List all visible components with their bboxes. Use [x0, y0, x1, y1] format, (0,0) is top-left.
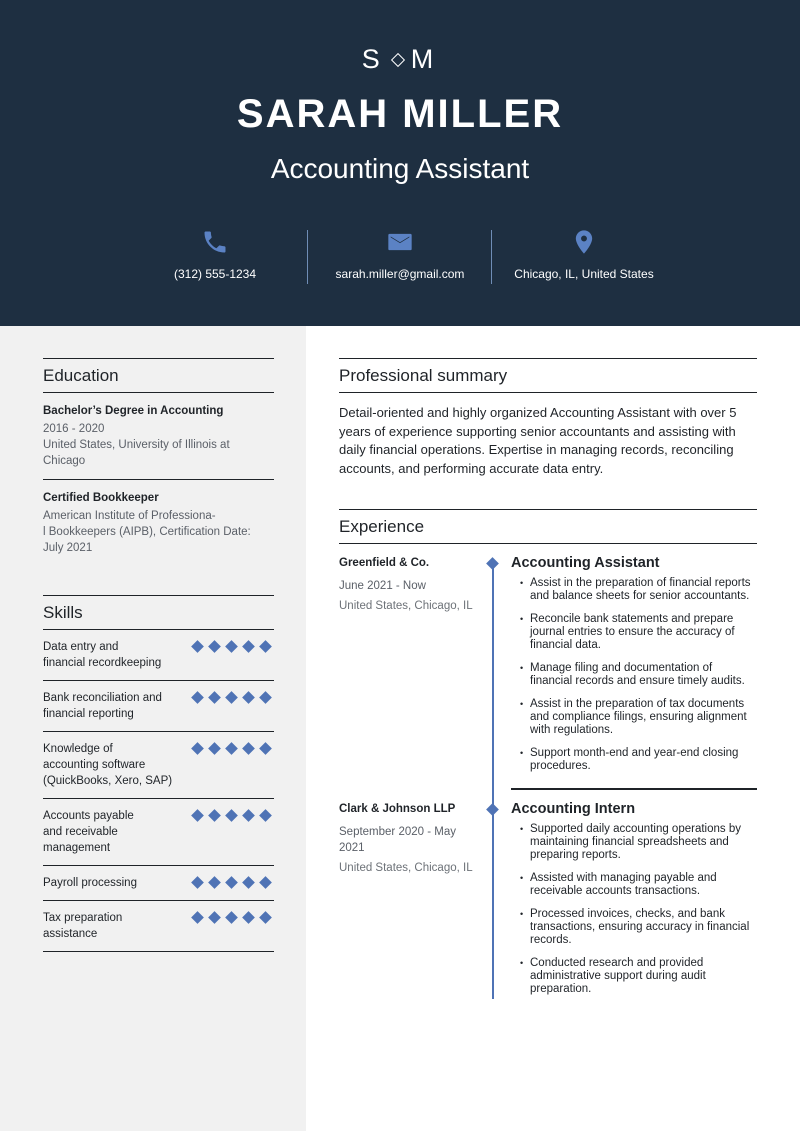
skills-list: [43, 630, 274, 952]
rating-diamond-icon: [191, 640, 204, 653]
summary-line: daily financial operations. Expertise in managing records, reconciling: [339, 442, 734, 457]
job-location: United States, Chicago, IL: [339, 600, 473, 612]
location-text: Chicago, IL, United States: [514, 267, 654, 281]
skill-name-line: assistance: [43, 928, 98, 940]
skill-rating: [193, 808, 274, 820]
skill-rating: [193, 639, 274, 651]
education-detail: Chicago: [43, 455, 86, 467]
rating-diamond-icon: [191, 911, 204, 924]
skill-name-line: and receivable: [43, 826, 118, 838]
job-bullet-line: maintaining financial spreadsheets and: [530, 836, 729, 848]
skill-name: [43, 690, 173, 722]
rating-diamond-icon: [208, 876, 221, 889]
skill-row: [43, 681, 274, 732]
job-bullet-line: and compliance filings, ensuring alignment: [530, 711, 747, 723]
education-degree: Bachelor’s Degree in Accounting: [43, 405, 224, 417]
job-dates: June 2021 - Now: [339, 580, 426, 592]
contact-location: [500, 228, 668, 286]
job-bullet-line: records.: [530, 934, 572, 946]
location-pin-icon: [570, 228, 598, 256]
job-location: United States, Chicago, IL: [339, 862, 473, 874]
rating-diamond-icon: [259, 691, 272, 704]
education-item: [43, 479, 274, 566]
job-role: Accounting Intern: [511, 801, 636, 817]
rating-diamond-icon: [259, 742, 272, 755]
education-heading: Education: [43, 358, 274, 393]
skill-row: [43, 630, 274, 681]
job-bullet-line: • Processed invoices, checks, and bank: [530, 908, 725, 920]
skill-name: [43, 910, 173, 942]
education-detail: July 2021: [43, 542, 93, 554]
rating-diamond-icon: [242, 911, 255, 924]
education-degree: Certified Bookkeeper: [43, 492, 159, 504]
rating-diamond-icon: [225, 911, 238, 924]
experience-heading: Experience: [339, 509, 757, 544]
phone-text: (312) 555-1234: [173, 267, 257, 281]
skill-name-line: Accounts payable: [43, 810, 134, 822]
job-bullet-line: • Supported daily accounting operations by: [530, 823, 741, 835]
rating-diamond-icon: [208, 691, 221, 704]
job-bullet-line: • Assist in the preparation of financial reports: [530, 577, 751, 589]
summary-line: Detail-oriented and highly organized Accounting Assistant with over 5: [339, 405, 737, 420]
job-bullet-line: • Assisted with managing payable and: [530, 872, 717, 884]
skill-rating: [193, 741, 274, 753]
skill-name-line: Knowledge of: [43, 743, 113, 755]
skill-name-line: Data entry and: [43, 641, 119, 653]
monogram-initial-right: M: [410, 44, 439, 74]
skill-name: [43, 875, 173, 891]
job-bullet-line: • Support month-end and year-end closing: [530, 747, 739, 759]
rating-diamond-icon: [225, 742, 238, 755]
job-bullet: [530, 577, 766, 603]
monogram: [0, 44, 800, 75]
rating-diamond-icon: [259, 640, 272, 653]
job-bullet-line: preparation.: [530, 983, 592, 995]
contact-divider: [491, 230, 492, 284]
job-bullet: [530, 823, 766, 862]
rating-diamond-icon: [191, 876, 204, 889]
skill-rating: [193, 875, 274, 887]
job-bullets: [530, 577, 766, 783]
skill-name: [43, 741, 173, 789]
experience-section: [339, 509, 757, 544]
job-bullet-line: • Conducted research and provided: [530, 957, 704, 969]
skill-name-line: Tax preparation: [43, 912, 123, 924]
candidate-name: SARAH MILLER: [236, 92, 564, 136]
job-bullet-line: • Assist in the preparation of tax documents: [530, 698, 745, 710]
skills-section: [43, 595, 274, 952]
job-bullet: [530, 613, 766, 652]
skill-row: [43, 799, 274, 866]
rating-diamond-icon: [208, 809, 221, 822]
summary-line: accounts, and performing accurate data entry.: [339, 460, 604, 476]
skill-rating: [193, 690, 274, 702]
rating-diamond-icon: [225, 691, 238, 704]
job-bullet-line: • Manage filing and documentation of: [530, 662, 713, 674]
rating-diamond-icon: [191, 691, 204, 704]
job-bullet-line: administrative support during audit: [530, 970, 706, 982]
contact-email: [315, 228, 485, 286]
summary-section: [339, 358, 757, 478]
skill-name-line: (QuickBooks, Xero, SAP): [43, 775, 173, 787]
job-bullet: [530, 698, 766, 737]
job-bullet: [530, 872, 766, 898]
timeline-node: [486, 803, 499, 816]
skill-name-line: financial recordkeeping: [43, 657, 162, 669]
job-company: Clark & Johnson LLP: [339, 803, 456, 815]
rating-diamond-icon: [259, 911, 272, 924]
rating-diamond-icon: [225, 640, 238, 653]
diamond-icon: [391, 52, 405, 66]
skill-name-line: Bank reconciliation and: [43, 692, 162, 704]
education-item: [43, 393, 274, 479]
rating-diamond-icon: [225, 876, 238, 889]
rating-diamond-icon: [191, 809, 204, 822]
summary-heading: Professional summary: [339, 358, 757, 393]
skill-rating: [193, 910, 274, 922]
job-bullet-line: transactions, ensuring accuracy in financial: [530, 921, 750, 933]
summary-line: years of experience supporting senior accountants and assisting with: [339, 423, 736, 439]
resume-header: [0, 0, 800, 326]
job-bullet: [530, 957, 766, 996]
job-bullet: [530, 908, 766, 947]
job-bullet-line: financial data.: [530, 639, 601, 651]
education-section: [43, 358, 274, 566]
skill-name: [43, 639, 173, 671]
rating-diamond-icon: [208, 911, 221, 924]
monogram-initial-left: S: [361, 44, 385, 74]
skill-name-line: financial reporting: [43, 708, 134, 720]
rating-diamond-icon: [242, 742, 255, 755]
candidate-title: Accounting Assistant: [270, 153, 530, 184]
job-bullet-line: financial records and ensure timely audits.: [530, 675, 745, 687]
job-bullet-line: and balance sheets for senior accountants.: [530, 590, 750, 602]
job-bullet: [530, 662, 766, 688]
job-bullet-line: preparing reports.: [530, 849, 621, 861]
skill-name-line: management: [43, 842, 111, 854]
envelope-icon: [386, 228, 414, 256]
job-bullet: [530, 747, 766, 773]
summary-text: [339, 404, 757, 478]
rating-diamond-icon: [242, 691, 255, 704]
timeline-line: [492, 563, 494, 999]
skill-row: [43, 901, 274, 952]
job-divider: [511, 788, 757, 790]
rating-diamond-icon: [242, 876, 255, 889]
skill-name-line: Payroll processing: [43, 877, 137, 889]
job-bullets: [530, 823, 766, 1006]
rating-diamond-icon: [242, 640, 255, 653]
skill-name: [43, 808, 173, 856]
education-detail: American Institute of Professiona-: [43, 510, 216, 522]
rating-diamond-icon: [208, 640, 221, 653]
timeline-node: [486, 557, 499, 570]
skill-name-line: accounting software: [43, 759, 146, 771]
education-detail: United States, University of Illinois at: [43, 439, 230, 451]
rating-diamond-icon: [225, 809, 238, 822]
rating-diamond-icon: [191, 742, 204, 755]
job-bullet-line: • Reconcile bank statements and prepare: [530, 613, 734, 625]
contact-phone: [140, 228, 290, 286]
rating-diamond-icon: [242, 809, 255, 822]
job-bullet-line: procedures.: [530, 760, 591, 772]
skill-row: [43, 866, 274, 901]
education-detail: l Bookkeepers (AIPB), Certification Date:: [43, 526, 251, 538]
contact-divider: [307, 230, 308, 284]
job-role: Accounting Assistant: [511, 555, 660, 571]
skill-row: [43, 732, 274, 799]
job-bullet-line: with regulations.: [530, 724, 614, 736]
job-bullet-line: receivable accounts transactions.: [530, 885, 701, 897]
rating-diamond-icon: [259, 876, 272, 889]
rating-diamond-icon: [208, 742, 221, 755]
job-company: Greenfield & Co.: [339, 557, 430, 569]
rating-diamond-icon: [259, 809, 272, 822]
phone-icon: [201, 228, 229, 256]
skills-heading: Skills: [43, 595, 274, 630]
job-dates: September 2020 - May 2021: [339, 826, 456, 854]
email-text: sarah.miller@gmail.com: [335, 267, 465, 281]
job-bullet-line: journal entries to ensure the accuracy of: [530, 626, 735, 638]
education-dates: 2016 - 2020: [43, 423, 105, 435]
